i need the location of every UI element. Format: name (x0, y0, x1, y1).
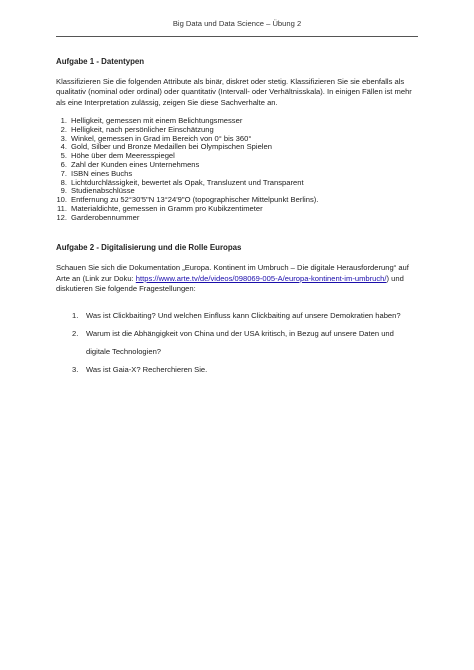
list-item-number: 7. (60, 168, 67, 178)
document-body (56, 44, 418, 379)
question-text: Was ist Clickbaiting? Und welchen Einfluss kann Clickbaiting auf unsere Demokratien haben? (86, 310, 401, 320)
list-item-text: Materialdichte, gemessen in Gramm pro Kubikzentimeter (71, 203, 263, 213)
list-item-number: 10. (56, 195, 67, 205)
question-item (56, 325, 418, 361)
task2-heading: Aufgabe 2 - Digitalisierung und die Rolle Europas (56, 242, 242, 252)
list-item-text: Winkel, gemessen in Grad im Bereich von 0° bis 360° (71, 133, 252, 143)
list-item-number: 1. (60, 116, 67, 125)
page-header: Big Data und Data Science – Übung 2 (172, 19, 302, 28)
question-number: 1. (72, 310, 79, 320)
question-item (56, 307, 418, 325)
task1-heading: Aufgabe 1 - Datentypen (56, 57, 145, 66)
question-item (56, 361, 418, 379)
task2-intro-text: Schauen Sie sich die Dokumentation „Europa. Kontinent im Umbruch – Die digitale Herausforderung“ auf Arte an (Link zur Doku: (56, 263, 409, 283)
list-item-number: 11. (57, 203, 67, 213)
list-item-number: 5. (60, 151, 67, 161)
task2-intro (56, 263, 418, 295)
list-item-number: 4. (60, 142, 67, 152)
list-item-number: 2. (60, 124, 67, 134)
question-number: 2. (72, 328, 79, 338)
task2-intro-text-end: ) und diskutieren Sie folgende Fragestellungen: (56, 273, 404, 294)
list-item-number: 6. (60, 159, 67, 169)
arte-doc-link[interactable]: https://www.arte.tv/de/videos/098069-005-A/europa-kontinent-im-umbruch/ (135, 273, 387, 283)
header-divider (56, 36, 418, 37)
question-text: Warum ist die Abhängigkeit von China und der USA kritisch, in Bezug auf unsere Daten und digitale Technologien? (86, 328, 394, 356)
list-item-text: Helligkeit, gemessen mit einem Belichtungsmesser (71, 116, 243, 125)
list-item-text: Entfernung zu 52°30'5"N 13°24'9"O (topographischer Mittelpunkt Berlins). (71, 195, 319, 205)
list-item-text: ISBN eines Buchs (71, 168, 133, 178)
list-item-text: Höhe über dem Meeresspiegel (71, 151, 175, 161)
list-item-text: Studienabschlüsse (71, 186, 135, 196)
task1-intro: Klassifizieren Sie die folgenden Attribute als binär, diskret oder stetig. Klassifizieren Sie sie ebenfalls als qualitativ (nominal oder ordinal) oder quantitativ (Intervall- oder Verhältnisskala). In einigen Fällen ist mehr als eine Interpretation zulässig, zeigen Sie diese Sachverhalte an. (56, 76, 412, 107)
attribute-list (56, 117, 418, 223)
question-list (56, 307, 418, 379)
list-item-number: 3. (60, 133, 67, 143)
question-text: Was ist Gaia-X? Recherchieren Sie. (86, 364, 208, 374)
list-item-text: Lichtdurchlässigkeit, bewertet als Opak, Transluzent und Transparent (71, 177, 304, 187)
list-item-number: 12. (56, 212, 67, 222)
list-item-number: 8. (60, 177, 67, 187)
list-item-text: Gold, Silber und Bronze Medaillen bei Olympischen Spielen (71, 142, 272, 152)
list-item-text: Helligkeit, nach persönlicher Einschätzung (71, 124, 214, 134)
list-item-text: Garderobennummer (71, 212, 140, 222)
list-item (56, 214, 418, 223)
question-number: 3. (72, 364, 79, 374)
list-item-text: Zahl der Kunden eines Unternehmens (71, 159, 200, 169)
list-item-number: 9. (60, 186, 67, 196)
